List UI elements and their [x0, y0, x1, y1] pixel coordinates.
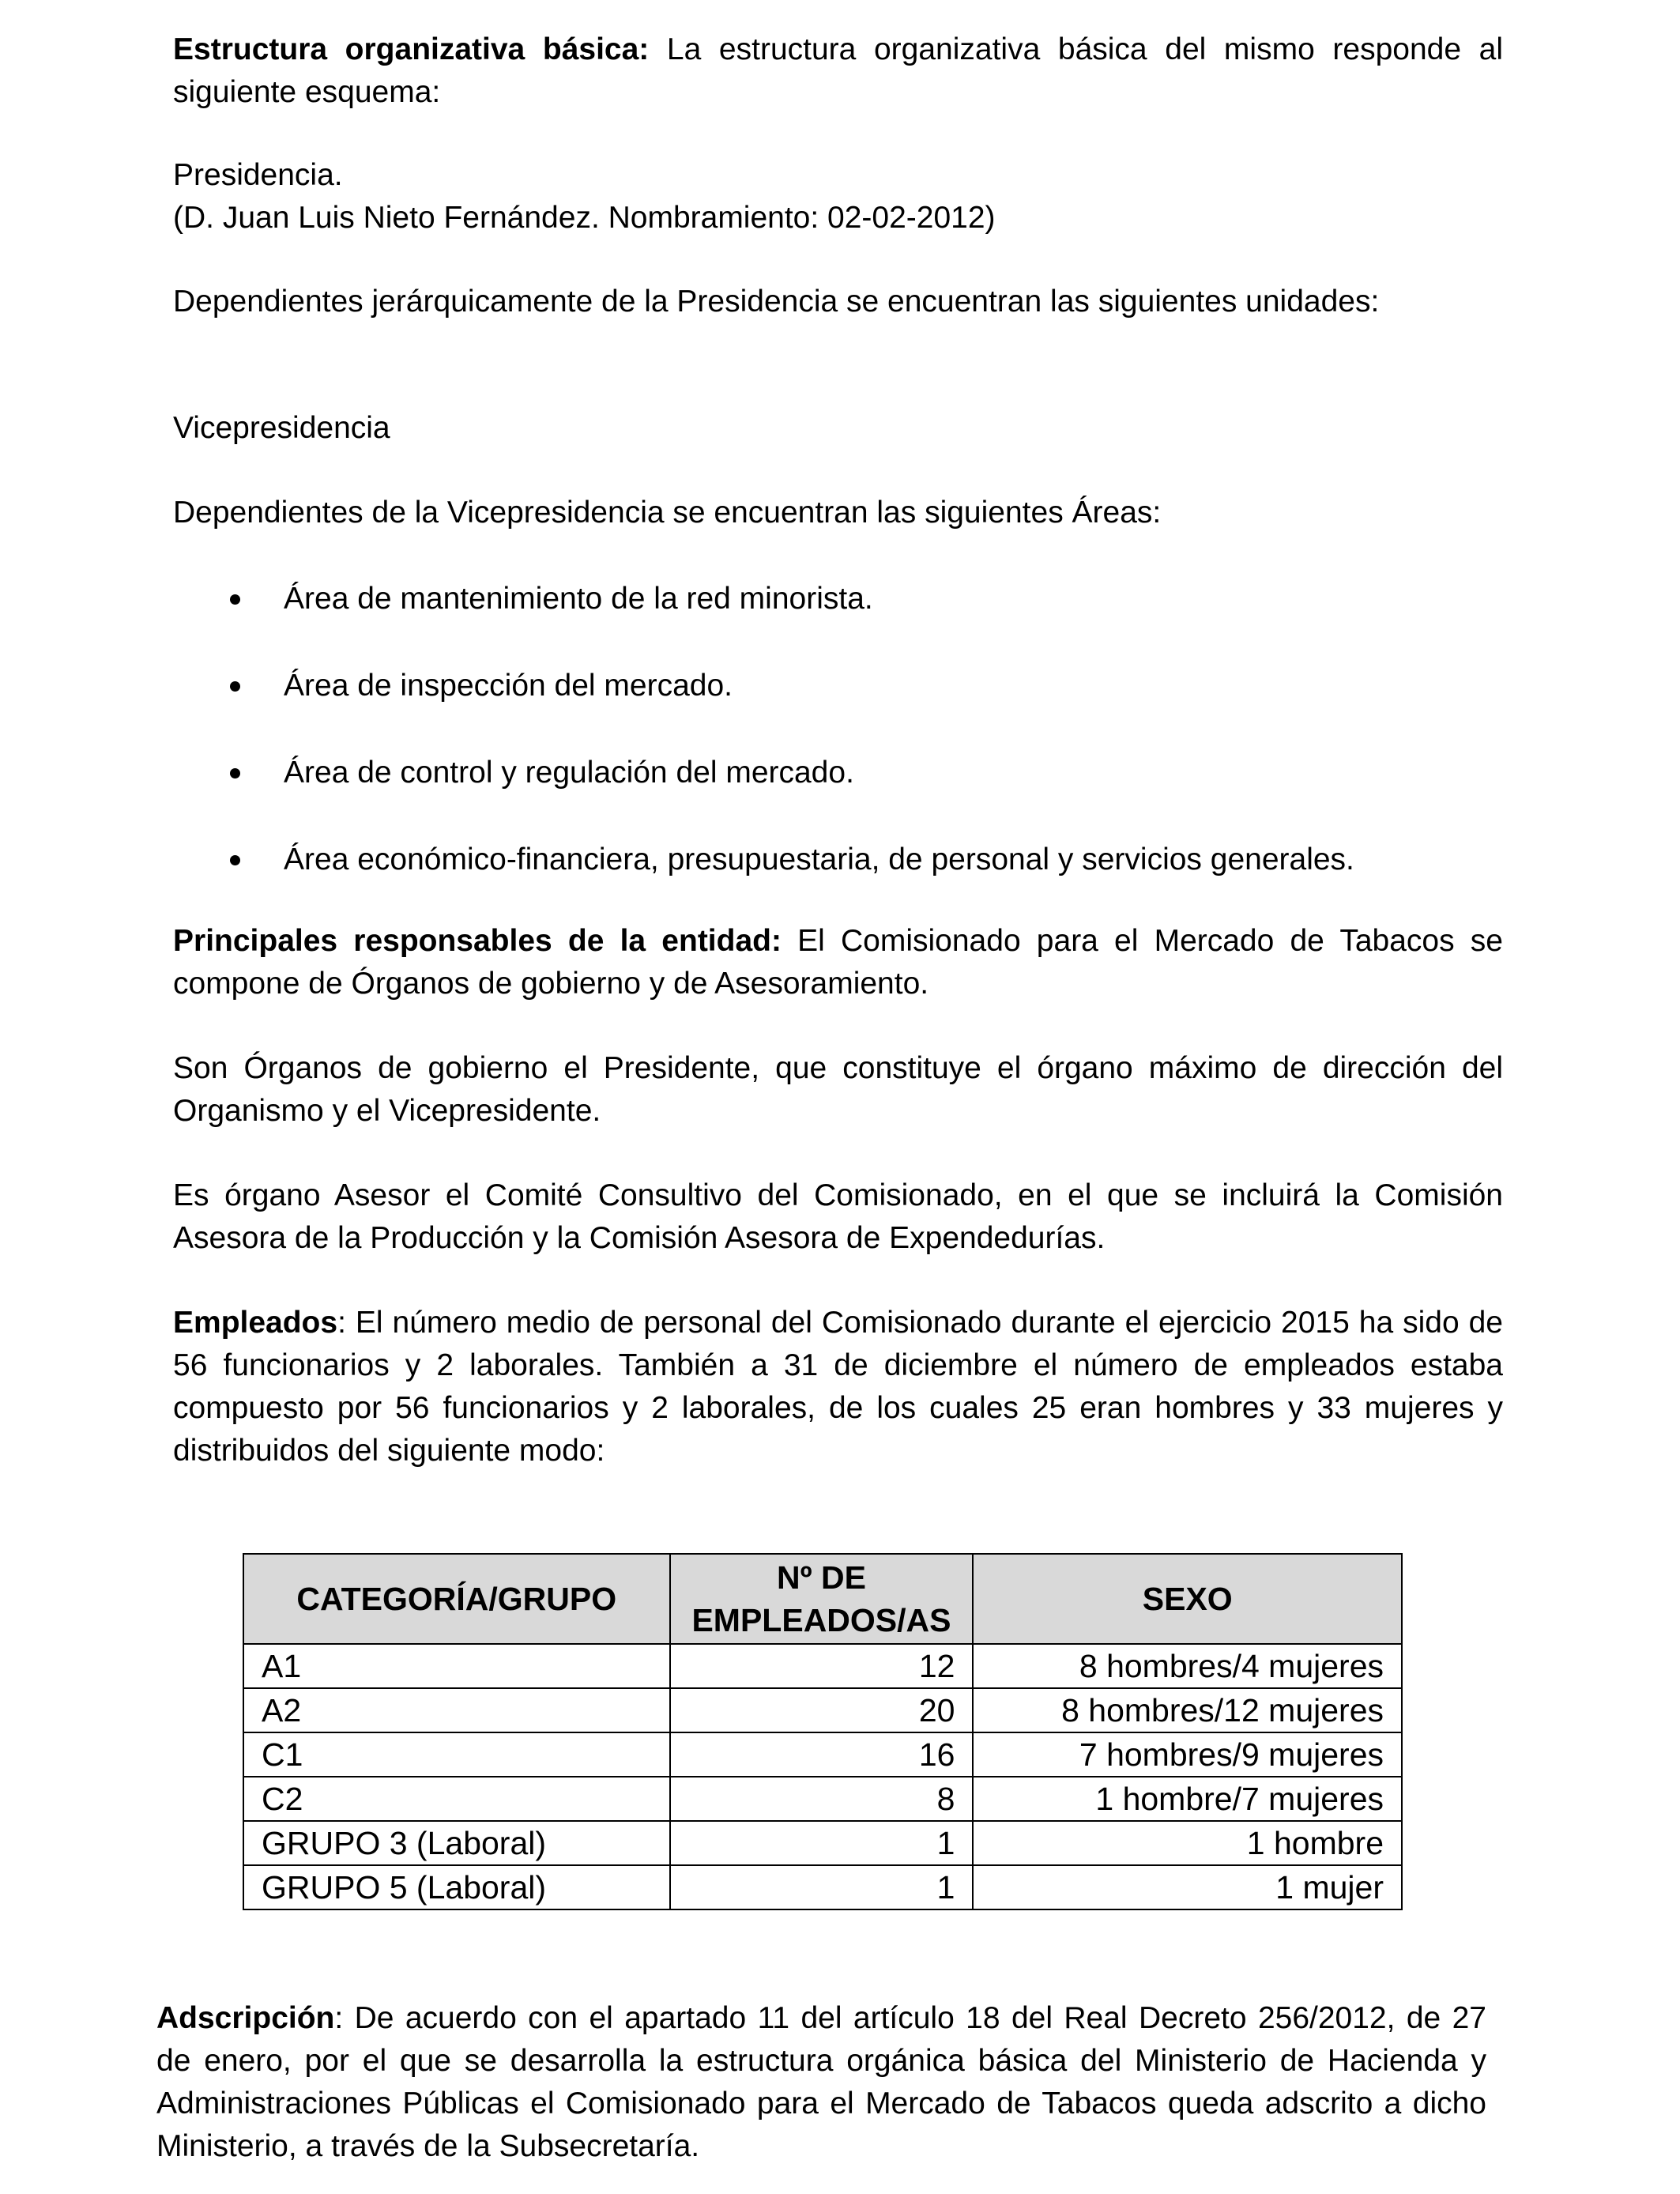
bullet-icon [230, 768, 240, 778]
areas-list [173, 578, 1503, 925]
cell-categoria: A2 [243, 1688, 670, 1732]
list-item [173, 578, 1503, 620]
dependientes-vicepresidencia-paragraph: Dependientes de la Vicepresidencia se encuentran las siguientes Áreas: [173, 496, 1162, 530]
cell-sexo: 8 hombres/12 mujeres [973, 1688, 1402, 1732]
cell-empleados: 16 [670, 1732, 974, 1777]
table-header-row [243, 1554, 1402, 1644]
adscripcion-paragraph [156, 1997, 1486, 2168]
header-empleados-line2: EMPLEADOS/AS [691, 1602, 951, 1638]
list-item [173, 839, 1503, 881]
cell-empleados: 1 [670, 1865, 974, 1909]
area-label: Área económico-financiera, presupuestaria, de personal y servicios generales. [284, 843, 1354, 876]
estructura-label: Estructura organizativa básica: [173, 32, 650, 66]
empleados-label: Empleados [173, 1306, 338, 1340]
area-label: Área de control y regulación del mercado. [284, 756, 854, 790]
responsables-paragraph [173, 920, 1503, 1005]
cell-sexo: 8 hombres/4 mujeres [973, 1644, 1402, 1688]
bullet-icon [230, 855, 240, 865]
empleados-text: : El número medio de personal del Comisionado durante el ejercicio 2015 ha sido de 56 funcionarios y 2 laborales. También a 31 de diciembre el número de empleados estaba compuesto por 56 funcionarios y 2 laborales, de los cuales 25 eran hombres y 33 mujeres y distribuidos del siguiente modo: [173, 1306, 1503, 1468]
cell-empleados: 1 [670, 1821, 974, 1865]
cell-empleados: 20 [670, 1688, 974, 1732]
presidencia-detail: (D. Juan Luis Nieto Fernández. Nombramiento: 02-02-2012) [173, 201, 996, 235]
cell-sexo: 7 hombres/9 mujeres [973, 1732, 1402, 1777]
area-label: Área de mantenimiento de la red minorista. [284, 582, 873, 616]
estructura-text: La estructura organizativa básica del mismo responde al siguiente esquema: [173, 32, 1503, 109]
presidencia-title: Presidencia. [173, 158, 343, 192]
bullet-icon [230, 681, 240, 692]
area-label: Área de inspección del mercado. [284, 669, 733, 703]
dependientes-presidencia-paragraph: Dependientes jerárquicamente de la Presidencia se encuentran las siguientes unidades: [173, 285, 1380, 319]
header-categoria: CATEGORÍA/GRUPO [243, 1554, 670, 1644]
cell-sexo: 1 hombre [973, 1821, 1402, 1865]
adscripcion-label: Adscripción [156, 2001, 335, 2035]
cell-categoria: A1 [243, 1644, 670, 1688]
cell-categoria: C2 [243, 1777, 670, 1821]
list-item [173, 752, 1503, 794]
table-row [243, 1865, 1402, 1909]
cell-categoria: GRUPO 5 (Laboral) [243, 1865, 670, 1909]
adscripcion-text: : De acuerdo con el apartado 11 del artículo 18 del Real Decreto 256/2012, de 27 de enero, por el que se desarrolla la estructura orgánica básica del Ministerio de Hacienda y Administraciones Públicas el Comisionado para el Mercado de Tabacos queda adscrito a dicho Ministerio, a través de la Subsecretaría. [156, 2001, 1486, 2163]
organo-asesor-paragraph: Es órgano Asesor el Comité Consultivo del Comisionado, en el que se incluirá la Comisión Asesora de la Producción y la Comisión Asesora de Expendedurías. [173, 1178, 1503, 1255]
table-row [243, 1777, 1402, 1821]
cell-sexo: 1 mujer [973, 1865, 1402, 1909]
header-empleados [670, 1554, 974, 1644]
organos-gobierno-paragraph: Son Órganos de gobierno el Presidente, que constituye el órgano máximo de dirección del Organismo y el Vicepresidente. [173, 1051, 1503, 1128]
table-row [243, 1821, 1402, 1865]
list-item [173, 665, 1503, 707]
table-row [243, 1688, 1402, 1732]
header-sexo: SEXO [973, 1554, 1402, 1644]
cell-categoria: C1 [243, 1732, 670, 1777]
empleados-table [243, 1553, 1403, 1910]
estructura-paragraph [173, 28, 1503, 114]
responsables-text: El Comisionado para el Mercado de Tabacos se compone de Órganos de gobierno y de Asesoramiento. [173, 924, 1503, 1001]
cell-categoria: GRUPO 3 (Laboral) [243, 1821, 670, 1865]
table-row [243, 1732, 1402, 1777]
cell-empleados: 8 [670, 1777, 974, 1821]
empleados-paragraph [173, 1302, 1503, 1472]
cell-empleados: 12 [670, 1644, 974, 1688]
vicepresidencia-heading: Vicepresidencia [173, 411, 390, 445]
header-empleados-line1: Nº DE [777, 1559, 866, 1596]
cell-sexo: 1 hombre/7 mujeres [973, 1777, 1402, 1821]
responsables-label: Principales responsables de la entidad: [173, 924, 782, 958]
bullet-icon [230, 594, 240, 605]
table-row [243, 1644, 1402, 1688]
